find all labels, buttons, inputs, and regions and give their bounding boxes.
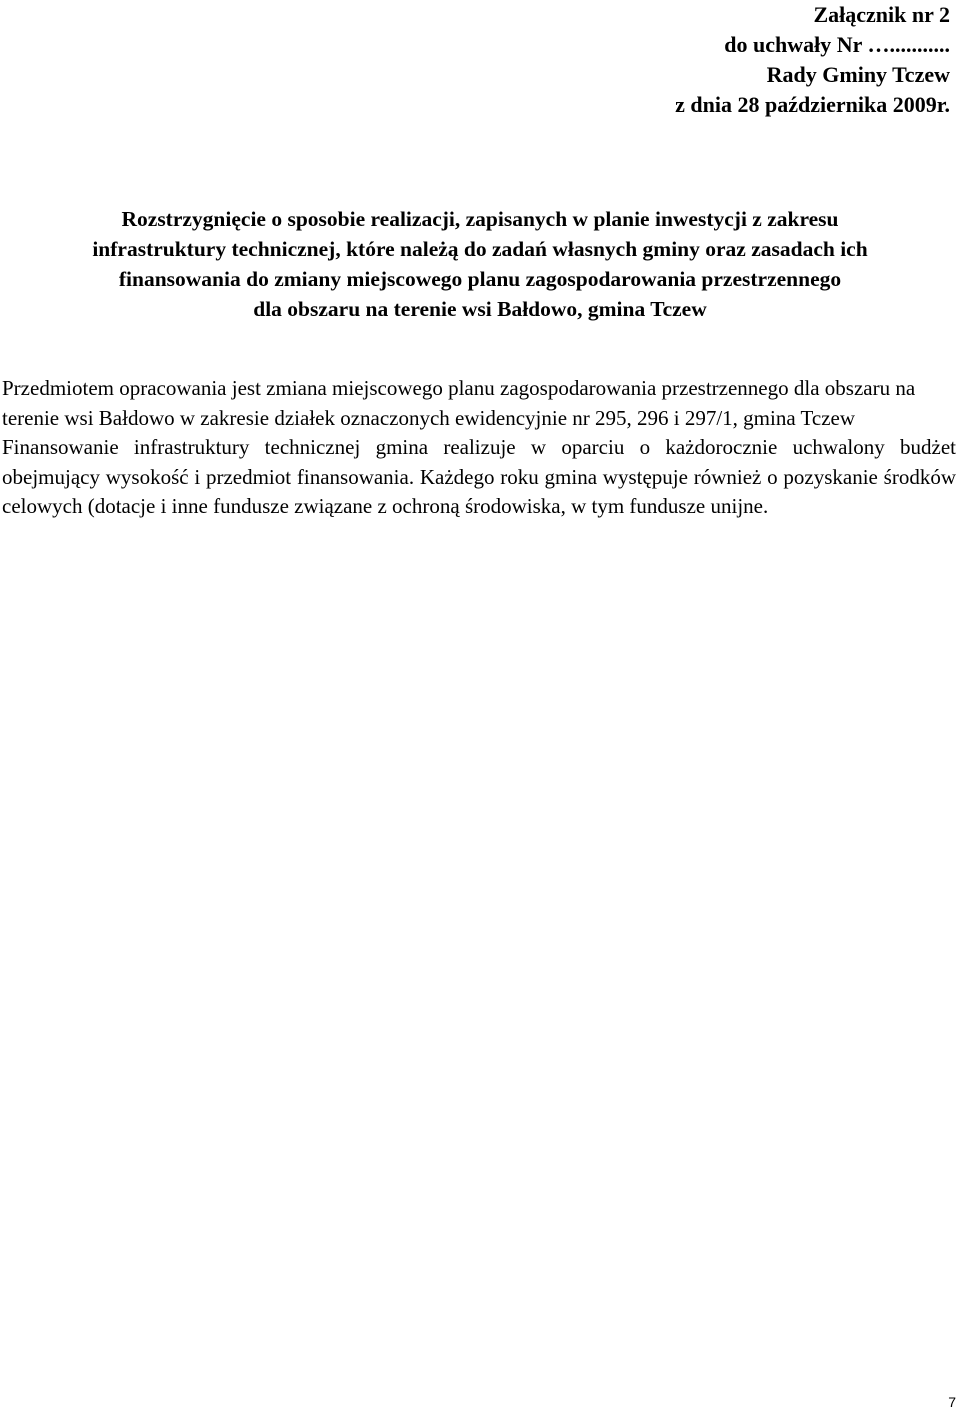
resolution-number: do uchwały Nr …...........	[724, 32, 950, 57]
resolution-date: z dnia 28 października 2009r.	[675, 92, 950, 117]
subject-paragraph: Przedmiotem opracowania jest zmiana miejscowego planu zagospodarowania przestrzennego dla obszaru na terenie wsi Bałdowo w zakresie działek oznaczonych ewidencyjnie nr 295, 296 i 297/1, gmina Tczew	[2, 376, 916, 430]
title-line: dla obszaru na terenie wsi Bałdowo, gmina Tczew	[253, 297, 707, 321]
attachment-number: Załącznik nr 2	[813, 2, 950, 27]
title-line: finansowania do zmiany miejscowego planu zagospodarowania przestrzennego	[118, 267, 842, 291]
council-name: Rady Gminy Tczew	[766, 62, 950, 87]
title-line: Rozstrzygnięcie o sposobie realizacji, zapisanych w planie inwestycji z zakresu	[121, 207, 839, 231]
attachment-header	[530, 0, 950, 120]
title-line: infrastruktury technicznej, które należą do zadań własnych gminy oraz zasadach ich	[92, 237, 868, 261]
document-title	[0, 204, 960, 324]
financing-paragraph: Finansowanie infrastruktury technicznej gmina realizuje w oparciu o każdorocznie uchwalony budżet obejmujący wysokość i przedmiot finansowania. Każdego roku gmina występuje również o pozyskanie środków celowych (dotacje i inne fundusze związane z ochroną środowiska, w tym fundusze unijne.	[2, 435, 956, 518]
document-body	[2, 374, 956, 522]
page-number: 7	[948, 1394, 956, 1410]
